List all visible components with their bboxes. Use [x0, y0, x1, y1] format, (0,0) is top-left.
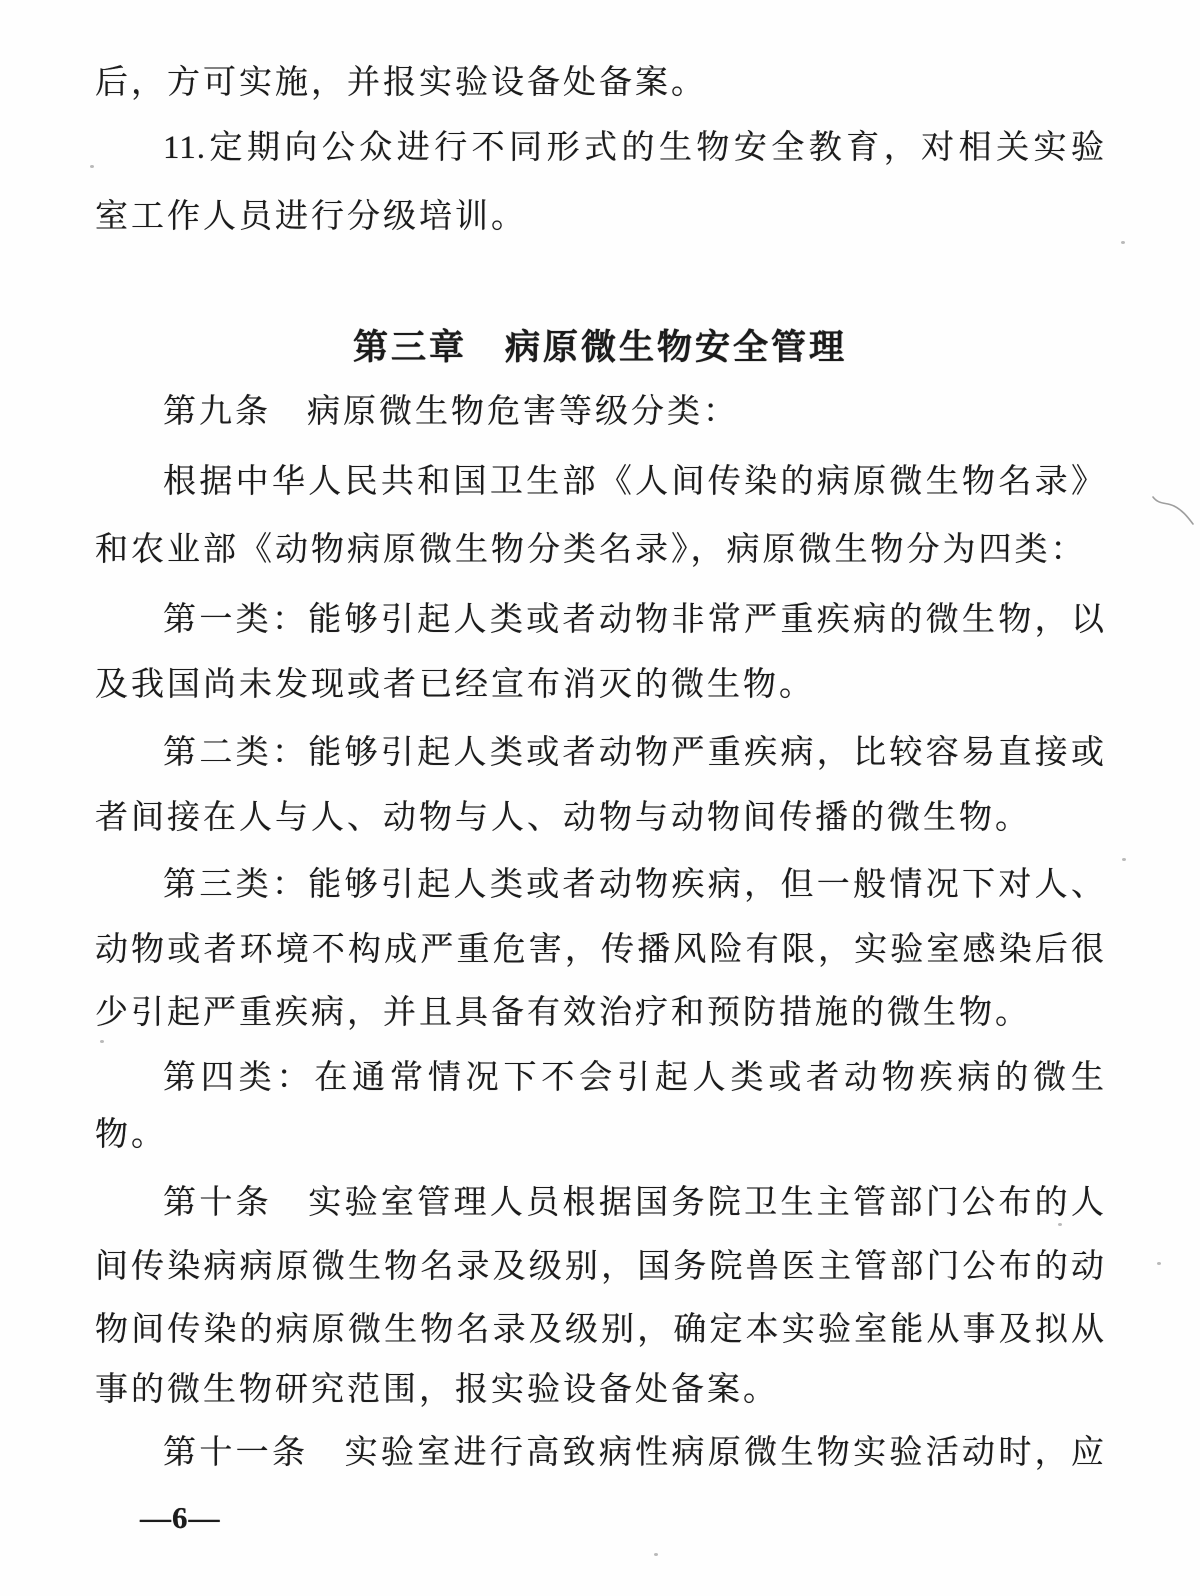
text-line: 第十条 实验室管理人员根据国务院卫生主管部门公布的人: [163, 1185, 1105, 1221]
text-line: 和农业部《动物病原微生物分类名录》，病原微生物分为四类：: [95, 532, 1087, 568]
text-line: 根据中华人民共和国卫生部《人间传染的病原微生物名录》: [163, 464, 1105, 500]
text-line: 第四类：在通常情况下不会引起人类或者动物疾病的微生: [163, 1060, 1105, 1096]
text-line: 第九条 病原微生物危害等级分类：: [163, 394, 739, 430]
scan-speck: [1058, 1223, 1062, 1226]
scan-speck: [1157, 1262, 1161, 1265]
text-line: 动物或者环境不构成严重危害，传播风险有限，实验室感染后很: [95, 932, 1105, 968]
chapter-heading: 第三章 病原微生物安全管理: [352, 328, 847, 367]
scan-squiggle-artifact: [1150, 490, 1198, 532]
text-line: 少引起严重疾病，并且具备有效治疗和预防措施的微生物。: [95, 995, 1031, 1031]
text-line: 物。: [95, 1117, 167, 1153]
scan-speck: [100, 1040, 104, 1043]
text-line: 室工作人员进行分级培训。: [95, 199, 527, 235]
text-line: 第三类：能够引起人类或者动物疾病，但一般情况下对人、: [163, 867, 1105, 903]
text-line: 第二类：能够引起人类或者动物严重疾病，比较容易直接或: [163, 735, 1105, 771]
scan-speck: [654, 1553, 658, 1556]
text-line: 后，方可实施，并报实验设备处备案。: [95, 65, 707, 101]
text-line: 事的微生物研究范围，报实验设备处备案。: [95, 1372, 779, 1408]
text-line: 11.定期向公众进行不同形式的生物安全教育，对相关实验: [163, 130, 1105, 166]
text-line: 及我国尚未发现或者已经宣布消灭的微生物。: [95, 667, 815, 703]
text-line: 间传染病病原微生物名录及级别，国务院兽医主管部门公布的动: [95, 1249, 1105, 1285]
text-line: 者间接在人与人、动物与人、动物与动物间传播的微生物。: [95, 800, 1031, 836]
scan-speck: [1121, 241, 1125, 244]
scan-speck: [1122, 858, 1126, 861]
text-line: 第十一条 实验室进行高致病性病原微生物实验活动时，应: [163, 1435, 1105, 1471]
scan-speck: [90, 165, 94, 168]
text-line: 第一类：能够引起人类或者动物非常严重疾病的微生物，以: [163, 602, 1105, 638]
page-number: —6—: [140, 1500, 221, 1535]
text-line: 物间传染的病原微生物名录及级别，确定本实验室能从事及拟从: [95, 1312, 1105, 1348]
